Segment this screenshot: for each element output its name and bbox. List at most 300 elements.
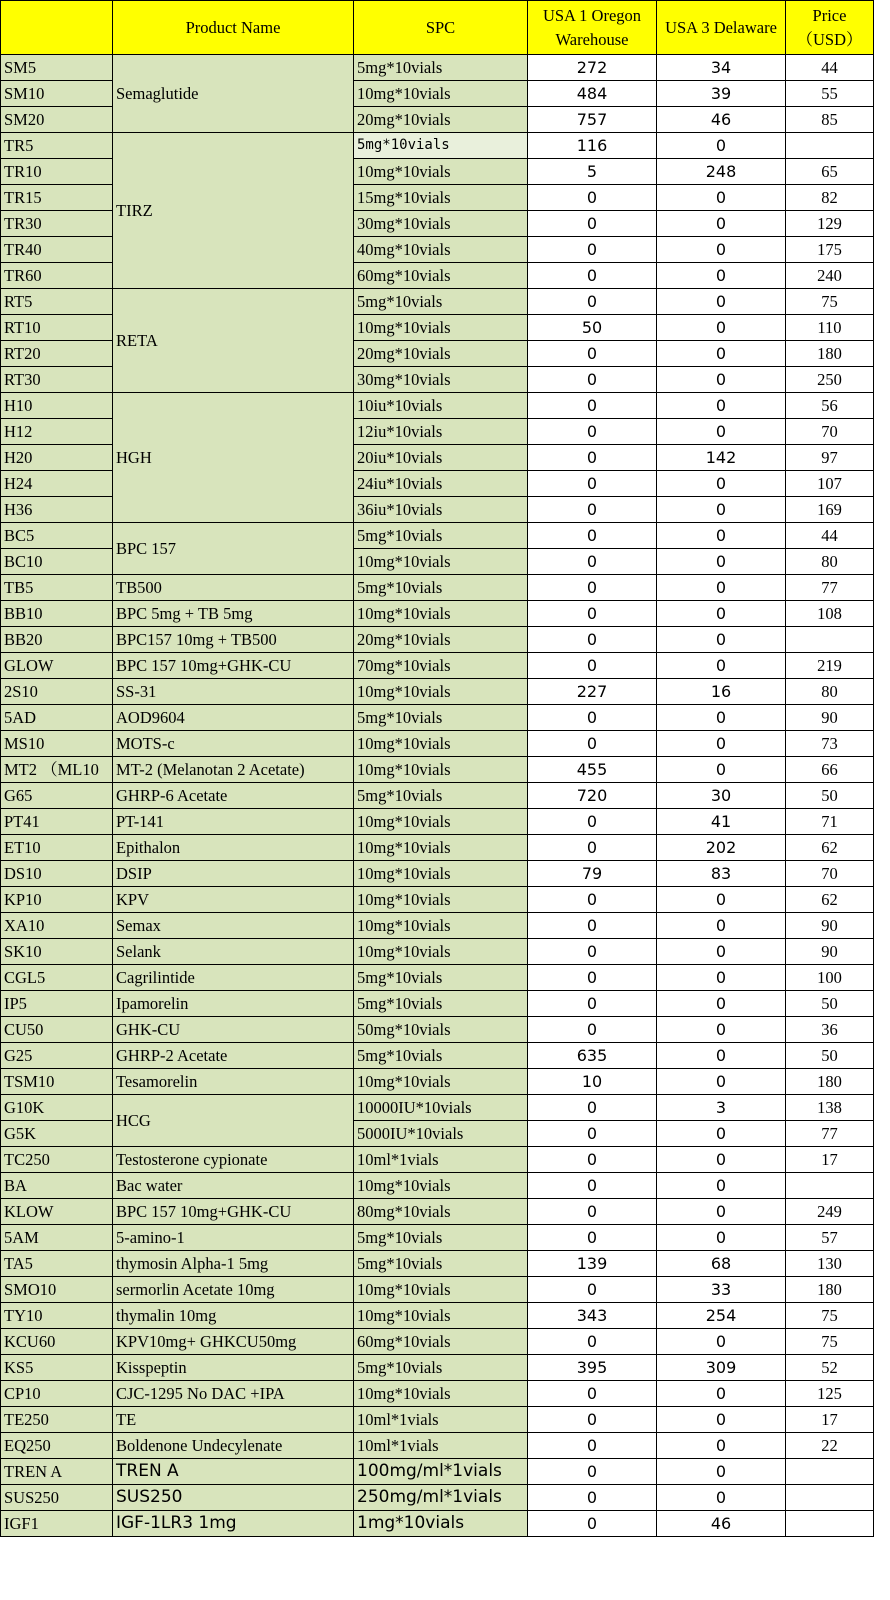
usa3-stock: 0 <box>657 1329 786 1355</box>
usa3-stock: 0 <box>657 185 786 211</box>
product-name: BPC 5mg + TB 5mg <box>113 601 354 627</box>
usa3-stock: 41 <box>657 809 786 835</box>
spc-cell: 12iu*10vials <box>354 419 528 445</box>
product-code: G10K <box>1 1095 113 1121</box>
product-code: IGF1 <box>1 1511 113 1537</box>
price-cell: 50 <box>786 1043 874 1069</box>
price-cell: 130 <box>786 1251 874 1277</box>
product-name: Ipamorelin <box>113 991 354 1017</box>
spc-cell: 10mg*10vials <box>354 913 528 939</box>
price-cell <box>786 627 874 653</box>
usa1-stock: 0 <box>528 1147 657 1173</box>
product-code: 2S10 <box>1 679 113 705</box>
usa1-stock: 272 <box>528 55 657 81</box>
header-product-name: Product Name <box>113 1 354 55</box>
table-row <box>1 1095 874 1121</box>
price-cell: 75 <box>786 289 874 315</box>
product-code: KS5 <box>1 1355 113 1381</box>
product-name: KPV <box>113 887 354 913</box>
price-cell: 77 <box>786 1121 874 1147</box>
product-name: CJC-1295 No DAC +IPA <box>113 1381 354 1407</box>
usa1-stock: 0 <box>528 211 657 237</box>
usa1-stock: 0 <box>528 1329 657 1355</box>
product-code: XA10 <box>1 913 113 939</box>
usa1-stock: 0 <box>528 601 657 627</box>
usa1-stock: 10 <box>528 1069 657 1095</box>
spc-cell: 10mg*10vials <box>354 861 528 887</box>
product-name: BPC 157 <box>113 523 354 575</box>
table-row <box>1 1459 874 1485</box>
spc-cell: 5mg*10vials <box>354 133 528 159</box>
usa1-stock: 0 <box>528 939 657 965</box>
spc-cell: 10ml*1vials <box>354 1147 528 1173</box>
product-code: TR10 <box>1 159 113 185</box>
product-name: Selank <box>113 939 354 965</box>
table-row <box>1 523 874 549</box>
product-code: CU50 <box>1 1017 113 1043</box>
product-name: GHRP-6 Acetate <box>113 783 354 809</box>
spc-cell: 30mg*10vials <box>354 211 528 237</box>
table-row <box>1 1329 874 1355</box>
product-name: BPC 157 10mg+GHK-CU <box>113 1199 354 1225</box>
spc-cell: 40mg*10vials <box>354 237 528 263</box>
usa1-stock: 343 <box>528 1303 657 1329</box>
usa1-stock: 0 <box>528 1459 657 1485</box>
product-code: TR60 <box>1 263 113 289</box>
spc-cell: 20mg*10vials <box>354 627 528 653</box>
product-name: Testosterone cypionate <box>113 1147 354 1173</box>
usa1-stock: 455 <box>528 757 657 783</box>
usa1-stock: 0 <box>528 445 657 471</box>
usa1-stock: 0 <box>528 1199 657 1225</box>
spc-cell: 100mg/ml*1vials <box>354 1459 528 1485</box>
product-code: SM20 <box>1 107 113 133</box>
product-code: MS10 <box>1 731 113 757</box>
spc-cell: 24iu*10vials <box>354 471 528 497</box>
usa3-stock: 0 <box>657 1017 786 1043</box>
usa3-stock: 34 <box>657 55 786 81</box>
product-code: H20 <box>1 445 113 471</box>
spc-cell: 5mg*10vials <box>354 1251 528 1277</box>
table-row <box>1 965 874 991</box>
usa1-stock: 0 <box>528 549 657 575</box>
spc-cell: 60mg*10vials <box>354 1329 528 1355</box>
product-name: TREN A <box>113 1459 354 1485</box>
product-name: GHK-CU <box>113 1017 354 1043</box>
table-row <box>1 601 874 627</box>
price-cell: 97 <box>786 445 874 471</box>
usa1-stock: 0 <box>528 627 657 653</box>
usa3-stock: 0 <box>657 211 786 237</box>
product-name: BPC 157 10mg+GHK-CU <box>113 653 354 679</box>
product-name: Semax <box>113 913 354 939</box>
spc-cell: 10mg*10vials <box>354 1381 528 1407</box>
table-row <box>1 887 874 913</box>
product-name: GHRP-2 Acetate <box>113 1043 354 1069</box>
product-code: BB20 <box>1 627 113 653</box>
price-cell: 125 <box>786 1381 874 1407</box>
header-row <box>1 1 874 55</box>
usa1-stock: 227 <box>528 679 657 705</box>
price-cell: 55 <box>786 81 874 107</box>
spc-cell: 10mg*10vials <box>354 601 528 627</box>
usa1-stock: 0 <box>528 263 657 289</box>
usa3-stock: 0 <box>657 1147 786 1173</box>
price-cell: 175 <box>786 237 874 263</box>
usa3-stock: 0 <box>657 731 786 757</box>
usa1-stock: 0 <box>528 1381 657 1407</box>
product-code: TC250 <box>1 1147 113 1173</box>
usa3-stock: 46 <box>657 107 786 133</box>
usa3-stock: 68 <box>657 1251 786 1277</box>
usa3-stock: 0 <box>657 757 786 783</box>
usa3-stock: 0 <box>657 575 786 601</box>
spc-cell: 1mg*10vials <box>354 1511 528 1537</box>
usa1-stock: 0 <box>528 731 657 757</box>
product-name: TE <box>113 1407 354 1433</box>
product-code: G25 <box>1 1043 113 1069</box>
usa1-stock: 0 <box>528 1407 657 1433</box>
spc-cell: 10iu*10vials <box>354 393 528 419</box>
price-cell: 108 <box>786 601 874 627</box>
table-row <box>1 1173 874 1199</box>
product-name: 5-amino-1 <box>113 1225 354 1251</box>
product-code: SM10 <box>1 81 113 107</box>
usa1-stock: 0 <box>528 497 657 523</box>
usa1-stock: 0 <box>528 1095 657 1121</box>
product-code: TB5 <box>1 575 113 601</box>
product-code: 5AM <box>1 1225 113 1251</box>
product-code: KP10 <box>1 887 113 913</box>
product-name: Boldenone Undecylenate <box>113 1433 354 1459</box>
usa3-stock: 0 <box>657 367 786 393</box>
spc-cell: 5mg*10vials <box>354 991 528 1017</box>
spc-cell: 10mg*10vials <box>354 81 528 107</box>
usa1-stock: 0 <box>528 887 657 913</box>
product-name: thymalin 10mg <box>113 1303 354 1329</box>
product-code: TSM10 <box>1 1069 113 1095</box>
product-code: CP10 <box>1 1381 113 1407</box>
spc-cell: 10mg*10vials <box>354 1069 528 1095</box>
usa3-stock: 0 <box>657 1199 786 1225</box>
product-code: RT20 <box>1 341 113 367</box>
product-code: G65 <box>1 783 113 809</box>
price-cell: 80 <box>786 549 874 575</box>
product-name: thymosin Alpha-1 5mg <box>113 1251 354 1277</box>
usa3-stock: 248 <box>657 159 786 185</box>
product-code: KCU60 <box>1 1329 113 1355</box>
price-cell <box>786 133 874 159</box>
header-usa3-delaware: USA 3 Delaware <box>657 1 786 55</box>
usa3-stock: 0 <box>657 939 786 965</box>
price-cell: 85 <box>786 107 874 133</box>
product-name: sermorlin Acetate 10mg <box>113 1277 354 1303</box>
table-row <box>1 1069 874 1095</box>
product-code: TR30 <box>1 211 113 237</box>
usa3-stock: 30 <box>657 783 786 809</box>
product-name: Cagrilintide <box>113 965 354 991</box>
table-row <box>1 783 874 809</box>
price-cell: 100 <box>786 965 874 991</box>
table-row <box>1 1407 874 1433</box>
product-name: AOD9604 <box>113 705 354 731</box>
spc-cell: 10mg*10vials <box>354 757 528 783</box>
usa3-stock: 0 <box>657 1407 786 1433</box>
price-cell: 70 <box>786 419 874 445</box>
usa3-stock: 0 <box>657 1121 786 1147</box>
price-cell <box>786 1511 874 1537</box>
usa1-stock: 0 <box>528 367 657 393</box>
usa3-stock: 0 <box>657 913 786 939</box>
usa3-stock: 142 <box>657 445 786 471</box>
product-code: TR40 <box>1 237 113 263</box>
spc-cell: 20mg*10vials <box>354 341 528 367</box>
usa1-stock: 395 <box>528 1355 657 1381</box>
spc-cell: 20mg*10vials <box>354 107 528 133</box>
price-cell: 90 <box>786 939 874 965</box>
table-row <box>1 705 874 731</box>
price-cell: 50 <box>786 991 874 1017</box>
price-cell: 250 <box>786 367 874 393</box>
usa3-stock: 0 <box>657 341 786 367</box>
spc-cell: 10mg*10vials <box>354 159 528 185</box>
product-code: RT5 <box>1 289 113 315</box>
price-cell: 180 <box>786 341 874 367</box>
usa1-stock: 0 <box>528 1121 657 1147</box>
usa1-stock: 0 <box>528 991 657 1017</box>
usa1-stock: 139 <box>528 1251 657 1277</box>
header-price: Price（USD） <box>786 1 874 55</box>
price-cell: 52 <box>786 1355 874 1381</box>
table-row <box>1 1043 874 1069</box>
product-code: TE250 <box>1 1407 113 1433</box>
product-code: BC10 <box>1 549 113 575</box>
usa3-stock: 202 <box>657 835 786 861</box>
price-cell: 44 <box>786 523 874 549</box>
usa3-stock: 3 <box>657 1095 786 1121</box>
product-code: MT2 （ML10 <box>1 757 113 783</box>
table-body <box>1 55 874 1537</box>
spc-cell: 5mg*10vials <box>354 575 528 601</box>
table-row <box>1 939 874 965</box>
usa3-stock: 0 <box>657 1381 786 1407</box>
usa1-stock: 635 <box>528 1043 657 1069</box>
usa3-stock: 0 <box>657 393 786 419</box>
usa1-stock: 0 <box>528 1433 657 1459</box>
usa3-stock: 0 <box>657 601 786 627</box>
usa3-stock: 0 <box>657 523 786 549</box>
header-code <box>1 1 113 55</box>
spc-cell: 5mg*10vials <box>354 523 528 549</box>
price-cell: 57 <box>786 1225 874 1251</box>
product-code: PT41 <box>1 809 113 835</box>
product-name: BPC157 10mg + TB500 <box>113 627 354 653</box>
product-name: Semaglutide <box>113 55 354 133</box>
price-cell: 219 <box>786 653 874 679</box>
table-row <box>1 861 874 887</box>
spc-cell: 60mg*10vials <box>354 263 528 289</box>
table-row <box>1 757 874 783</box>
usa3-stock: 39 <box>657 81 786 107</box>
product-code: ET10 <box>1 835 113 861</box>
spc-cell: 10ml*1vials <box>354 1433 528 1459</box>
price-cell: 36 <box>786 1017 874 1043</box>
header-spc: SPC <box>354 1 528 55</box>
spc-cell: 30mg*10vials <box>354 367 528 393</box>
table-row <box>1 289 874 315</box>
usa1-stock: 0 <box>528 289 657 315</box>
usa3-stock: 0 <box>657 1485 786 1511</box>
price-cell: 138 <box>786 1095 874 1121</box>
product-code: 5AD <box>1 705 113 731</box>
price-cell: 66 <box>786 757 874 783</box>
usa3-stock: 0 <box>657 1433 786 1459</box>
usa1-stock: 0 <box>528 653 657 679</box>
price-cell: 90 <box>786 913 874 939</box>
price-cell: 169 <box>786 497 874 523</box>
product-code: DS10 <box>1 861 113 887</box>
table-row <box>1 679 874 705</box>
usa3-stock: 0 <box>657 471 786 497</box>
price-cell: 249 <box>786 1199 874 1225</box>
usa3-stock: 0 <box>657 549 786 575</box>
usa3-stock: 46 <box>657 1511 786 1537</box>
product-name: MT-2 (Melanotan 2 Acetate) <box>113 757 354 783</box>
price-cell: 62 <box>786 835 874 861</box>
product-name: SUS250 <box>113 1485 354 1511</box>
usa3-stock: 0 <box>657 1173 786 1199</box>
usa1-stock: 0 <box>528 393 657 419</box>
product-code: TR5 <box>1 133 113 159</box>
table-row <box>1 1147 874 1173</box>
usa1-stock: 79 <box>528 861 657 887</box>
usa1-stock: 0 <box>528 705 657 731</box>
product-code: TR15 <box>1 185 113 211</box>
usa3-stock: 0 <box>657 289 786 315</box>
usa3-stock: 0 <box>657 263 786 289</box>
table-row <box>1 809 874 835</box>
price-cell: 75 <box>786 1303 874 1329</box>
spc-cell: 36iu*10vials <box>354 497 528 523</box>
table-row <box>1 1381 874 1407</box>
usa3-stock: 33 <box>657 1277 786 1303</box>
product-code: H24 <box>1 471 113 497</box>
product-name: Bac water <box>113 1173 354 1199</box>
table-row <box>1 575 874 601</box>
usa1-stock: 0 <box>528 1017 657 1043</box>
spc-cell: 10000IU*10vials <box>354 1095 528 1121</box>
product-name: Epithalon <box>113 835 354 861</box>
usa1-stock: 0 <box>528 1173 657 1199</box>
product-code: TREN A <box>1 1459 113 1485</box>
product-code: SMO10 <box>1 1277 113 1303</box>
usa1-stock: 0 <box>528 809 657 835</box>
product-code: CGL5 <box>1 965 113 991</box>
table-row <box>1 835 874 861</box>
table-row <box>1 913 874 939</box>
usa3-stock: 0 <box>657 705 786 731</box>
price-cell: 62 <box>786 887 874 913</box>
spc-cell: 10mg*10vials <box>354 315 528 341</box>
price-cell <box>786 1459 874 1485</box>
spc-cell: 10ml*1vials <box>354 1407 528 1433</box>
product-code: H12 <box>1 419 113 445</box>
usa3-stock: 0 <box>657 1043 786 1069</box>
usa1-stock: 0 <box>528 341 657 367</box>
price-cell: 80 <box>786 679 874 705</box>
product-name: HCG <box>113 1095 354 1147</box>
product-code: KLOW <box>1 1199 113 1225</box>
table-row <box>1 1277 874 1303</box>
product-name: TB500 <box>113 575 354 601</box>
product-name: KPV10mg+ GHKCU50mg <box>113 1329 354 1355</box>
product-name: DSIP <box>113 861 354 887</box>
usa1-stock: 116 <box>528 133 657 159</box>
price-cell <box>786 1173 874 1199</box>
product-name: MOTS-c <box>113 731 354 757</box>
product-code: RT10 <box>1 315 113 341</box>
usa3-stock: 0 <box>657 1225 786 1251</box>
spc-cell: 5mg*10vials <box>354 1225 528 1251</box>
spc-cell: 10mg*10vials <box>354 887 528 913</box>
spc-cell: 10mg*10vials <box>354 809 528 835</box>
table-row <box>1 1303 874 1329</box>
usa3-stock: 0 <box>657 627 786 653</box>
usa1-stock: 50 <box>528 315 657 341</box>
price-cell: 180 <box>786 1277 874 1303</box>
usa3-stock: 83 <box>657 861 786 887</box>
product-name: HGH <box>113 393 354 523</box>
price-cell: 73 <box>786 731 874 757</box>
product-name: RETA <box>113 289 354 393</box>
usa3-stock: 254 <box>657 1303 786 1329</box>
product-code: EQ250 <box>1 1433 113 1459</box>
price-cell: 50 <box>786 783 874 809</box>
table-row <box>1 1433 874 1459</box>
price-cell: 17 <box>786 1407 874 1433</box>
spc-cell: 10mg*10vials <box>354 939 528 965</box>
table-row <box>1 627 874 653</box>
spc-cell: 5mg*10vials <box>354 1043 528 1069</box>
price-cell: 17 <box>786 1147 874 1173</box>
spc-cell: 10mg*10vials <box>354 679 528 705</box>
table-row <box>1 1485 874 1511</box>
usa1-stock: 0 <box>528 835 657 861</box>
spc-cell: 250mg/ml*1vials <box>354 1485 528 1511</box>
usa1-stock: 0 <box>528 419 657 445</box>
spc-cell: 10mg*10vials <box>354 1277 528 1303</box>
table-row <box>1 55 874 81</box>
spc-cell: 20iu*10vials <box>354 445 528 471</box>
price-cell: 65 <box>786 159 874 185</box>
price-cell: 70 <box>786 861 874 887</box>
price-cell: 44 <box>786 55 874 81</box>
product-code: IP5 <box>1 991 113 1017</box>
usa3-stock: 0 <box>657 133 786 159</box>
product-name: SS-31 <box>113 679 354 705</box>
product-code: H10 <box>1 393 113 419</box>
table-row <box>1 133 874 159</box>
spc-cell: 5mg*10vials <box>354 705 528 731</box>
product-code: BB10 <box>1 601 113 627</box>
usa1-stock: 0 <box>528 185 657 211</box>
product-name: IGF-1LR3 1mg <box>113 1511 354 1537</box>
spc-cell: 70mg*10vials <box>354 653 528 679</box>
table-row <box>1 653 874 679</box>
table-row <box>1 1199 874 1225</box>
usa3-stock: 0 <box>657 1069 786 1095</box>
usa1-stock: 0 <box>528 913 657 939</box>
